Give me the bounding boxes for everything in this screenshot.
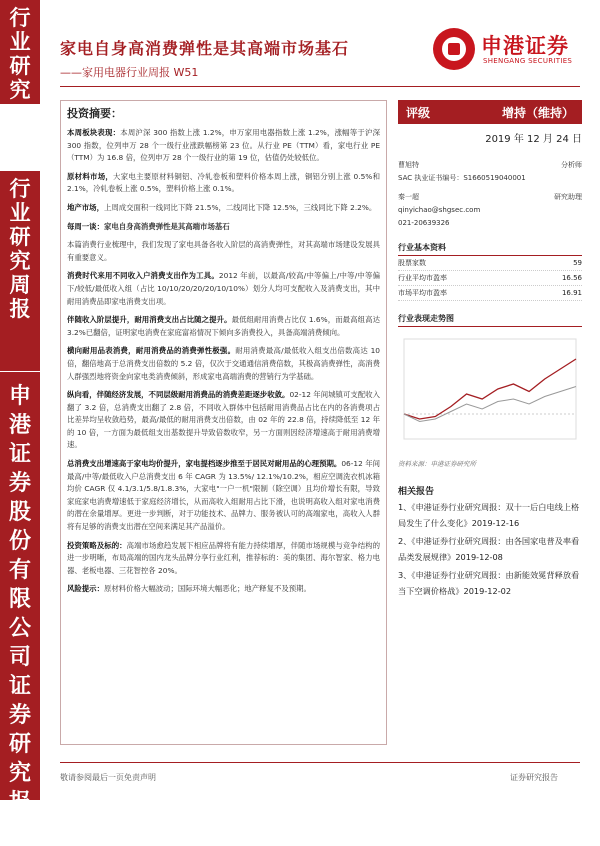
side3-char: 究 [8,760,31,786]
chart-frame [404,339,576,439]
side1-char: 行 [9,5,31,30]
paragraph-text: 本周沪深 300 指数上涨 1.2%，申万家用电器指数上涨 1.2%，涨幅等于沪深 300 指数，位列申万 28 个一级行业涨跌幅榜第 23 位。从行业 PE（TTM）看，家电行业 PE（TTM）为 16.8 倍，位列申万 28 个一级行业的第 19 位，估值仍处较低位。 [67,128,380,163]
side2-char: 究 [9,248,31,273]
side2-char: 研 [9,224,31,249]
summary-paragraph [67,314,380,339]
company-logo [433,28,583,74]
summary-paragraph [67,389,380,452]
analyst1-role: 分析师 [561,161,582,169]
summary-paragraph [67,345,380,383]
related-report-link[interactable]: 1、《申港证券行业研究周报：双十一后白电线上格局发生了什么变化》2019-12-16 [398,502,580,528]
basic-info-title: 行业基本资料 [398,242,582,256]
header-divider [60,86,580,87]
basic-info-list [398,256,582,301]
side2-char: 业 [9,200,31,225]
side2-char: 行 [9,176,31,201]
paragraph-text: 2012 年前，以最高/较高/中等偏上/中等/中等偏下/较低/最低收入组（占比 10/10/20/20/20/10/10%）划分人均可支配收入及消费支出，其中耐用消费品即家电消费支出项。 [67,271,380,306]
paragraph-label: 每周一谈： [67,221,104,231]
basic-info-value: 16.91 [561,289,582,297]
paragraph-label: 横向耐用品表消费，耐用消费品的消费弹性极强。 [67,346,236,356]
side3-char: 券 [8,470,31,496]
side1-char: 研 [9,53,31,78]
paragraph-text: 家电自身高消费弹性是其高端市场基石 [103,221,230,231]
side3-char: 有 [8,557,31,583]
summary-paragraph [67,127,380,165]
analyst1-name: 曹旭特 [398,161,419,169]
summary-paragraphs [67,127,380,596]
paragraph-text: 本篇消费行业梳理中，我们发现了家电具备各收入阶层的高消费弹性，对其高端市场建设发展具有重要意义。 [67,240,380,262]
paragraph-label: 地产市场， [67,202,104,212]
paragraph-text: 高端市场愈趋发展下相应品牌将有能力持续增厚，伴随市场规模与竞争结构的进一步明晰，布局高端的国内龙头品牌分享行业红利，推荐标的：美的集团、海尔智家、格力电器、老板电器、三花智控各 20%。 [67,540,380,575]
side3-char: 股 [8,499,31,525]
summary-paragraph [67,270,380,308]
side3-char: 证 [8,441,31,467]
side3-char: 报 [8,789,31,815]
analyst2-role: 研究助理 [554,193,582,201]
summary-box [60,100,387,745]
side3-char: 限 [8,586,31,612]
paragraph-text: 上周成交面积一线同比下降 21.5%，二线同比下降 12.5%，三线同比下降 2.2%。 [103,202,377,212]
related-reports-title: 相关报告 [398,487,435,497]
related-report-link[interactable]: 2、《申港证券行业研究周报：由各国家电普及率看品类发展规律》2019-12-08 [398,536,580,562]
paragraph-text: 原材料价格大幅波动；国际环境大幅恶化；地产释复不及预期。 [103,584,311,594]
page-subtitle: ——家用电器行业周报 W51 [60,66,199,79]
summary-paragraph [67,583,380,596]
rating-value: 增持（维持） [501,105,574,120]
side3-char: 证 [8,673,31,699]
logo-mark-icon [433,28,475,70]
related-report-link[interactable]: 3、《申港证券行业研究周报：由新能效冕背释放看当下空调价格战》2019-12-02 [398,570,580,596]
basic-info-key: 股票家数 [398,259,426,267]
chart-source: 资料来源：申港证券研究所 [398,460,476,468]
side-label-weekly-report [0,171,40,371]
side3-char: 申 [8,383,31,409]
paragraph-label: 本周板块表现： [67,128,121,137]
paragraph-label: 伴随收入阶层提升，耐用消费支出占比随之提升。 [67,315,232,325]
chart-series-line-1 [404,387,576,422]
performance-chart-svg [398,331,582,451]
side1-char: 业 [9,29,31,54]
paragraph-text: 最低组耐用消费占比仅 1.6%，而最高组高达 3.2%已翻倍，证明家电消费在家庭富裕情况下倾向多消费投入，具备高端消费倾向。 [67,315,380,337]
analyst1-cert: SAC 执业证书编号：S1660519040001 [398,174,526,182]
performance-chart [398,331,582,455]
summary-paragraph [67,458,380,534]
basic-info-key: 市场平均市盈率 [398,289,447,297]
paragraph-label: 原材料市场， [67,171,114,181]
side-label-company [0,372,40,844]
right-column [398,100,582,599]
chart-series-line-0 [404,359,576,419]
side3-char: 研 [8,731,31,757]
summary-paragraph [67,171,380,196]
side-label-industry-research [0,0,40,104]
side2-char: 周 [9,272,31,297]
footer-divider [60,762,580,763]
report-date: 2019 年 12 月 24 日 [485,134,582,145]
side3-char: 告 [8,818,31,844]
basic-info-row [398,286,582,301]
analyst2-phone: 021-20639326 [398,219,450,227]
basic-info-key: 行业平均市盈率 [398,274,447,282]
side3-char: 券 [8,702,31,728]
basic-info-value: 59 [573,259,582,267]
basic-info-value: 16.56 [561,274,582,282]
paragraph-label: 总消费支出增速高于家电均价提升，家电提档逐步推至于居民对耐用品的心理预期。 [67,459,342,469]
logo-text-en: SHENGANG SECURITIES [483,57,573,65]
rating-label: 评级 [406,105,431,120]
footer-disclaimer[interactable]: 敬请参阅最后一页免责声明 [60,773,156,782]
paragraph-label: 纵向看，伴随经济发展，不同层级耐用消费品的消费差距逐步收敛。 [67,390,290,400]
summary-paragraph [67,202,380,215]
summary-paragraph [67,221,380,234]
page-title: 家电自身高消费弹性是其高端市场基石 [60,39,350,58]
paragraph-label: 消费时代来用不同收入户消费支出作为工具。 [67,271,219,281]
analyst-info [398,159,582,230]
summary-paragraph [67,239,380,264]
side3-char: 份 [8,528,31,554]
paragraph-text: 耐用消费最高/最低收入组支出倍数高达 10 倍，翻倍地高于总消费支出倍数的 5.2 倍，仅次于交通通信消费倍数，其极高消费弹性，高消费人群强烈地将资金向家电类消费倾斜，形成家电高端消费的营销行为学基础。 [67,346,380,381]
summary-paragraph [67,540,380,578]
side3-char: 公 [8,615,31,641]
paragraph-text: 02-12 年间城镇可支配收入翻了 3.2 倍，总消费支出翻了 2.8 倍，不同收入群体中包括耐用消费品占比在内的各消费项占比差异均呈收敛趋势，最高/最低的耐用消费支出倍数，由 02 年的 22.8 倍，持续降低至 12 年的 10 倍，一方面为最低组支出基数提升导致倍数收窄，另一方面则因经济增速高于耐用消费增速。 [67,390,380,450]
side2-char: 报 [9,296,31,321]
logo-text-cn: 申港证券 [481,34,569,58]
sidebar [0,0,40,844]
analyst2-name: 秦一超 [398,193,419,201]
summary-heading: 投资摘要： [67,107,122,120]
basic-info-row [398,256,582,271]
footer-label: 证券研究报告 [510,773,558,782]
basic-info-row [398,271,582,286]
paragraph-text: 大家电主要原材料铜铝、冷轧卷板和塑料价格本周上涨，铜铝分别上涨 0.5%和 2.1%，冷轧卷板上涨 0.5%，塑料价格上涨 0.1%。 [67,171,380,194]
paragraph-label: 投资策略及标的： [67,540,127,550]
paragraph-text: 06-12 年间最高/中等/最低收入户总消费支出 6 年 CAGR 为 13.5%/ 12.1%/10.2%，相应空调洗衣机冰箱均价 CAGR 仅 4.1/3.1/5.8/1.8.3%，大家电"一户一机"限制（除空调）且均价增长有限，导致家庭家电消费增速低于家庭经济增长，从而高收入组耐用占比下滑，也说明高收入组对家电消费的潜在余量增厚。更进一步判断，对于功能技术、品牌力、服务被认可的高端家电，高收入人群将有足够的消费支出潜在空间来满足其产品溢价。 [67,459,380,532]
rating-bar [398,100,582,124]
side3-char: 司 [8,644,31,670]
related-reports-list [398,499,582,599]
chart-title: 行业表现走势图 [398,313,582,327]
paragraph-label: 风险提示： [67,584,104,594]
analyst2-email[interactable]: qinyichao@shgsec.com [398,206,481,214]
side1-char: 究 [9,77,31,102]
side3-char: 港 [8,412,31,438]
